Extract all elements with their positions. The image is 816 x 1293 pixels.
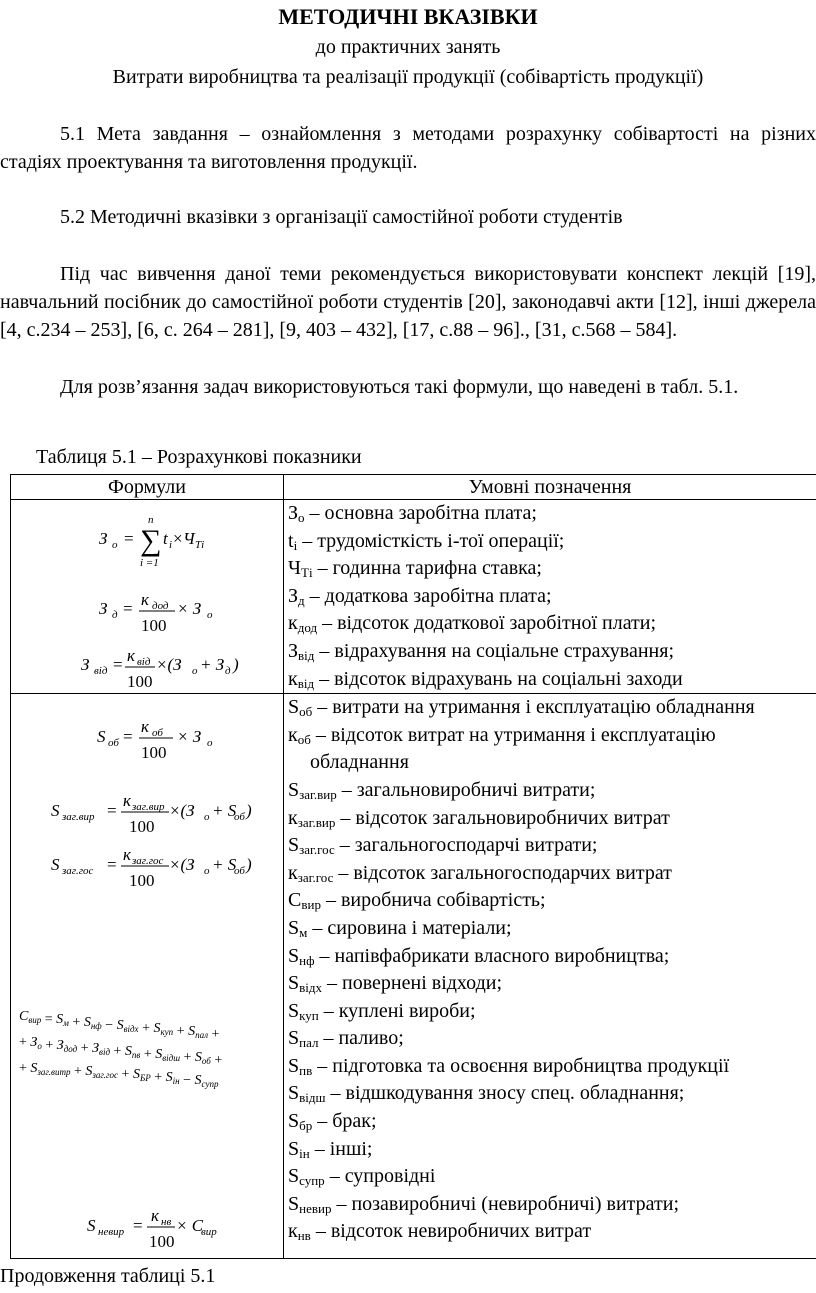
table-row [11,694,816,1259]
f5-lhs-sub: заг.вир [62,811,95,824]
legend-symbol: S [288,972,300,995]
legend-text: – брак; [312,1110,377,1133]
legend-line [288,666,816,694]
section-5-2-heading: 5.2 Методичні вказівки з організації самостійної роботи студентів [60,206,623,228]
legend-line [288,694,816,722]
legend-line [288,1080,816,1108]
f4-lhs: S [97,727,106,747]
formula-social-deductions [81,646,239,691]
legend-symbol: t [288,529,294,552]
f8-den: 100 [149,1232,175,1252]
legend-line [288,749,816,777]
legend-symbol: Ч [288,557,301,580]
legend-symbol: З [288,584,299,607]
f6-den: 100 [129,871,155,891]
legend-text: – відсоток невиробничих витрат [310,1220,592,1243]
legend-text: – годинна тарифна ставка; [312,557,542,580]
formulas-table [10,474,816,1259]
legend-text: – напівфабрикати власного виробництва; [314,944,670,967]
f3-num-sub: від [137,656,151,668]
legend-line [288,583,816,611]
legend-subscript: Ті [301,565,313,581]
legend-text: – додаткова заробітна плата; [304,584,552,607]
f6-rhs-b-sub: об [234,865,245,878]
f8-num: к [151,1206,159,1226]
f8-lhs-sub: невир [98,1226,125,1239]
table-continuation: Продовження таблиці 5.1 [0,1265,216,1287]
legend-line [288,1053,816,1081]
f1-eq: = [124,529,134,548]
f3-den: 100 [127,672,153,691]
legend-text: – основна заробітна плата; [304,502,537,524]
legend-text: – відшкодування зносу спец. обладнання; [325,1082,685,1105]
legend-subscript: об [299,704,313,720]
formula-additional-wage [99,590,213,635]
f3-rhs-a-sub: о [192,665,198,677]
legend-symbol: S [288,1165,300,1188]
f4-rhs: × З [177,727,202,747]
f8-rhs: × С [176,1216,204,1236]
f5-rhs-b-sub: об [234,811,245,824]
legend-subscript: заг.гос [299,842,335,858]
header-formulas: Формули [11,475,284,500]
f3-num: к [127,646,135,665]
legend-subscript: невир [299,1200,332,1216]
legend-symbol: С [288,889,302,912]
f8-num-sub: нв [161,1216,172,1229]
legend-cell-1 [284,500,816,694]
f6-num: к [123,845,131,865]
f8-lhs: S [87,1216,96,1236]
legend-text: – відсоток загальновиробничих витрат [335,806,670,829]
legend-symbol: S [288,1192,300,1215]
legend-subscript: вир [301,897,321,913]
f5-lhs: S [51,801,60,821]
legend-symbol: S [288,916,300,939]
legend-text: – трудомісткість і-тої операції; [297,529,565,552]
f6-num-sub: заг.гос [132,855,164,868]
legend-line [288,832,816,860]
f4-den: 100 [141,743,167,763]
f6-rhs-a: ×(З [169,855,195,875]
f6-lhs-sub: заг.гос [62,865,94,878]
legend-symbol: S [288,1082,300,1105]
legend-text: обладнання [310,751,409,774]
legend-subscript: пал [299,1035,319,1051]
legend-line [288,943,816,971]
legend-subscript: д [298,592,305,608]
f3-lhs: З [81,655,90,674]
legend-symbol: S [288,834,300,857]
f1-t-sub: i [169,539,173,551]
f2-rhs: × З [177,599,202,618]
f5-num: к [123,791,131,811]
legend-subscript: куп [299,1007,319,1023]
legend-line [288,970,816,998]
legend-symbol: S [288,1110,300,1133]
formulas-group-2 [11,694,284,1258]
legend-subscript: від [297,675,315,691]
table-row [11,500,816,694]
legend-text: – позавиробничі (невиробничі) витрати; [331,1192,680,1215]
legend-line [288,555,816,583]
legend-line [288,1108,816,1136]
formula-production-cost [19,1009,222,1089]
legend-symbol: к [288,861,298,884]
legend-subscript: м [299,924,308,940]
f7-line1: $С_{вир} = S_м + S_{нф} - S_{відх} + S_{куп} + S_{пал}$ + [19,1009,220,1043]
legend-subscript: i [293,537,298,553]
f1-t: t [163,529,168,548]
f5-den: 100 [129,817,155,837]
f3-rhs-b-sub: д [225,665,231,677]
legend-text: – виробнича собівартість; [320,889,546,912]
legend-symbol: S [288,1027,300,1050]
legend-text: – загальногосподарчі витрати; [334,834,598,857]
formulas-group-1 [11,500,284,693]
legend-symbol: S [288,1137,300,1160]
formulas-cell-1 [11,500,284,694]
f3-rhs-b: + З [200,655,225,674]
table-caption: Таблиця 5.1 – Розрахункові показники [36,446,362,468]
formula-basic-wage [99,514,204,569]
legend-symbol: S [288,944,300,967]
section-5-1: 5.1 Мета завдання – ознайомлення з методами розрахунку собівартості на різних стадіях проектування та виготовлення продукції. [0,123,816,173]
legend-line [288,860,816,888]
header-notation: Умовні позначення [284,475,816,500]
f8-rhs-sub: вир [201,1226,217,1239]
legend-line [288,1163,816,1191]
legend-line [288,610,816,638]
f4-rhs-sub: о [207,737,213,750]
formula-nonproduction [87,1206,217,1251]
page-title: МЕТОДИЧНІ ВКАЗІВКИ [278,4,538,29]
legend-text: – загальновиробничі витрати; [336,778,596,801]
legend-subscript: від [298,647,315,663]
f5-rhs-a-sub: о [204,811,210,824]
f4-num-sub: об [152,727,163,740]
legend-text: – відсоток загальногосподарчих витрат [333,861,672,884]
legend-text: – відсоток витрат на утримання і експлуатацію [310,723,716,746]
f8-eq: = [133,1216,143,1236]
f3-rhs-c: ) [233,655,239,674]
legend-symbol: к [288,1220,298,1243]
topic-line: Витрати виробництва та реалізації продукції (собівартість продукції) [112,66,704,88]
legend-text: – відрахування на соціальне страхування; [314,639,675,662]
legend-cell-2 [284,694,816,1259]
f7-line2: + $З_о + З_{дод} + З_{від} + S_{пв} + S_{відш} + S_{об}$ + [19,1035,223,1069]
legend-text: – супровідні [324,1165,436,1188]
table-header-row [11,475,816,500]
f6-rhs-a-sub: о [204,865,210,878]
legend-symbol: S [288,1054,300,1077]
f3-lhs-sub: від [94,665,108,677]
f1-top: n [148,514,154,526]
f2-lhs-sub: д [112,609,118,621]
legend-subscript: нв [297,1228,311,1244]
legend-symbol: к [288,612,298,635]
legend-text: – підготовка та освоєння виробництва продукції [312,1054,730,1077]
legend-line [288,722,816,750]
legend-text: – витрати на утримання і експлуатацію обладнання [312,696,755,719]
f1-lhs: З [99,529,108,548]
legend-subscript: відх [299,980,322,996]
legend-subscript: заг.вир [297,814,336,830]
legend-line [288,777,816,805]
legend-line [288,500,816,528]
f1-lhs-sub: о [112,539,118,551]
page-subtitle: до практичних занять [315,36,501,58]
f6-rhs-c: ) [246,855,252,875]
legend-symbol: S [288,999,300,1022]
legend-subscript: відш [299,1090,326,1106]
formula-equipment-costs [97,717,213,762]
f3-rhs-a: ×(З [156,655,182,674]
legend-text: – сировина і матеріали; [307,916,512,939]
legend-symbol: к [288,723,298,746]
legend-text: – повернені відходи; [322,972,503,995]
legend-line [288,805,816,833]
f1-bot: i =1 [140,557,159,569]
legend-line [288,887,816,915]
f5-rhs-c: ) [246,801,252,821]
legend-subscript: пв [299,1062,313,1078]
f7-line3: + $S_{заг.витр} + S_{заг.гос} + S_{БР} + S_{ін} - S_{супр}$ [19,1061,219,1090]
legend-subscript: заг.гос [297,869,334,885]
legend-text: – відсоток відрахувань на соціальні заходи [314,667,683,690]
f2-den: 100 [141,616,167,635]
formula-general-production [51,791,252,836]
legend-line [288,1136,816,1164]
f5-rhs-b: + S [212,801,237,821]
legend-subscript: бр [299,1118,313,1134]
legend-subscript: об [297,731,311,747]
f6-rhs-b: + S [212,855,237,875]
legend-symbol: З [288,639,299,662]
f1-ch-sub: Ті [195,539,205,551]
legend-line [288,998,816,1026]
legend-subscript: супр [299,1173,325,1189]
f6-lhs: S [51,855,60,875]
legend-subscript: дод [297,620,318,636]
f5-num-sub: заг.вир [132,801,165,814]
f1-times: × [173,529,183,548]
formula-general-economic [51,845,252,890]
legend-line [288,638,816,666]
legend-text: – куплені вироби; [318,999,476,1022]
legend-symbol: S [288,696,300,719]
f2-eq: = [123,599,133,618]
legend-text: – інші; [309,1137,373,1160]
legend-line [288,1025,816,1053]
legend-line [288,528,816,556]
legend-subscript: ін [299,1145,310,1161]
f2-num-sub: дод [152,600,169,612]
f4-lhs-sub: об [108,737,119,750]
legend-text: – відсоток додаткової заробітної плати; [317,612,657,635]
paragraph-2: Для розв’язання задач використовуються такі формули, що наведені в табл. 5.1. [60,376,739,398]
legend-text: – паливо; [318,1027,404,1050]
f5-eq: = [107,801,117,821]
f3-eq: = [113,655,123,674]
legend-subscript: нф [299,952,315,968]
legend-symbol: к [288,667,298,690]
f4-num: к [141,717,149,737]
paragraph-1: Під час вивчення даної теми рекомендується використовувати конспект лекцій [19], навчальний посібник до самостійної роботи студентів [20], законодавчі акти [12], інші джерела [4, с.234 – 253], [6, с. 264 – 281], [9, 403 – 432], [17, с.88 – 96]., [31, с.568 – 584]. [0,263,816,341]
f4-eq: = [123,727,133,747]
f2-lhs: З [99,599,108,618]
legend-symbol: к [288,806,298,829]
legend-symbol: З [288,502,299,524]
legend-line [288,1191,816,1219]
legend-line [288,915,816,943]
legend-subscript: заг.вир [299,786,337,802]
f1-ch: Ч [183,529,195,548]
f5-rhs-a: ×(З [169,801,195,821]
f2-num: к [141,590,149,609]
legend-subscript: о [298,510,305,525]
legend-symbol: S [288,778,300,801]
legend-line [288,1218,816,1246]
formulas-cell-2 [11,694,284,1259]
f2-rhs-sub: о [207,609,213,621]
f1-sum: ∑ [140,524,162,557]
f6-eq: = [107,855,117,875]
